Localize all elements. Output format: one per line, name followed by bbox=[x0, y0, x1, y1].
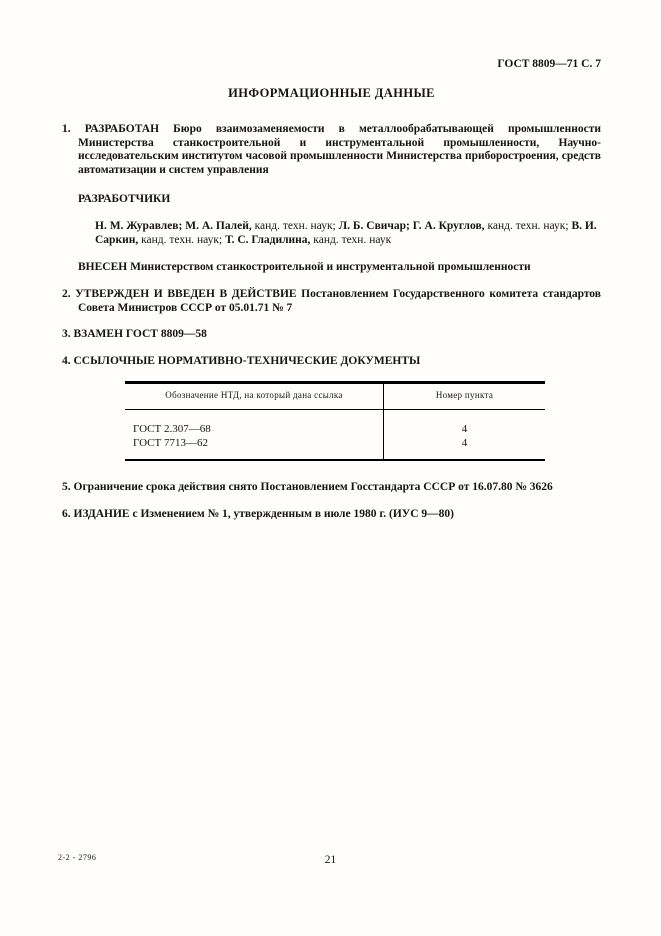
section-developed-by: 1. РАЗРАБОТАН Бюро взаимозаменяемости в металлообрабатывающей промышленности Министерства станкостроительной и инструментальной промышленности, Научно-исследовательским институтом часовой промышленности Министерства приборостроения, средств автоматизации и систем управления bbox=[62, 123, 601, 176]
ntd-cell: ГОСТ 7713—62 bbox=[125, 436, 384, 460]
developer-names: В. И. Саркин, bbox=[95, 220, 597, 246]
section-approved: 2. УТВЕРЖДЕН И ВВЕДЕН В ДЕЙСТВИЕ Постановлением Государственного комитета стандартов Совета Министров СССР от 05.01.71 № 7 bbox=[62, 288, 601, 314]
section-reference-docs: 4. ССЫЛОЧНЫЕ НОРМАТИВНО-ТЕХНИЧЕСКИЕ ДОКУМЕНТЫ bbox=[62, 354, 421, 367]
developer-names: Т. С. Гладилина, bbox=[225, 234, 311, 246]
developers-heading: РАЗРАБОТЧИКИ bbox=[78, 193, 171, 205]
table-body bbox=[125, 410, 545, 461]
developer-degree: канд. техн. наук; bbox=[251, 220, 339, 232]
print-order-code: 2-2 - 2796 bbox=[58, 853, 97, 862]
table-row bbox=[125, 410, 545, 437]
section-restriction-removed: 5. Ограничение срока действия снято Постановлением Госстандарта СССР от 16.07.80 № 3626 bbox=[62, 481, 553, 493]
table-header-row bbox=[125, 383, 545, 410]
ntd-cell: ГОСТ 2.307—68 bbox=[125, 410, 384, 437]
page-number: 21 bbox=[324, 854, 337, 866]
developers-list bbox=[95, 219, 601, 247]
table-row bbox=[125, 436, 545, 460]
developer-degree: канд. техн. наук bbox=[310, 234, 392, 246]
page-header bbox=[62, 58, 601, 70]
table-header-punkt: Номер пункта bbox=[384, 383, 546, 410]
developer-names: Л. Б. Свичар; Г. А. Круглов, bbox=[338, 220, 485, 232]
section-replaces: 3. ВЗАМЕН ГОСТ 8809—58 bbox=[62, 328, 207, 340]
table-head bbox=[125, 383, 545, 410]
punkt-cell: 4 bbox=[461, 423, 468, 435]
page-title: ИНФОРМАЦИОННЫЕ ДАННЫЕ bbox=[228, 86, 435, 100]
developer-degree: канд. техн. наук; bbox=[484, 220, 572, 232]
table-header-ntd: Обозначение НТД, на который дана ссылка bbox=[125, 383, 384, 410]
reference-docs-table bbox=[125, 381, 545, 461]
section-submitted-by: ВНЕСЕН Министерством станкостроительной и инструментальной промышленности bbox=[78, 261, 531, 273]
developer-names: Н. М. Журавлев; М. А. Палей, bbox=[95, 220, 252, 232]
punkt-cell: 4 bbox=[461, 437, 468, 449]
developer-degree: канд. техн. наук; bbox=[138, 234, 226, 246]
doc-reference: ГОСТ 8809—71 С. 7 bbox=[497, 58, 601, 70]
section-edition: 6. ИЗДАНИЕ с Изменением № 1, утвержденным в июле 1980 г. (ИУС 9—80) bbox=[62, 507, 454, 520]
